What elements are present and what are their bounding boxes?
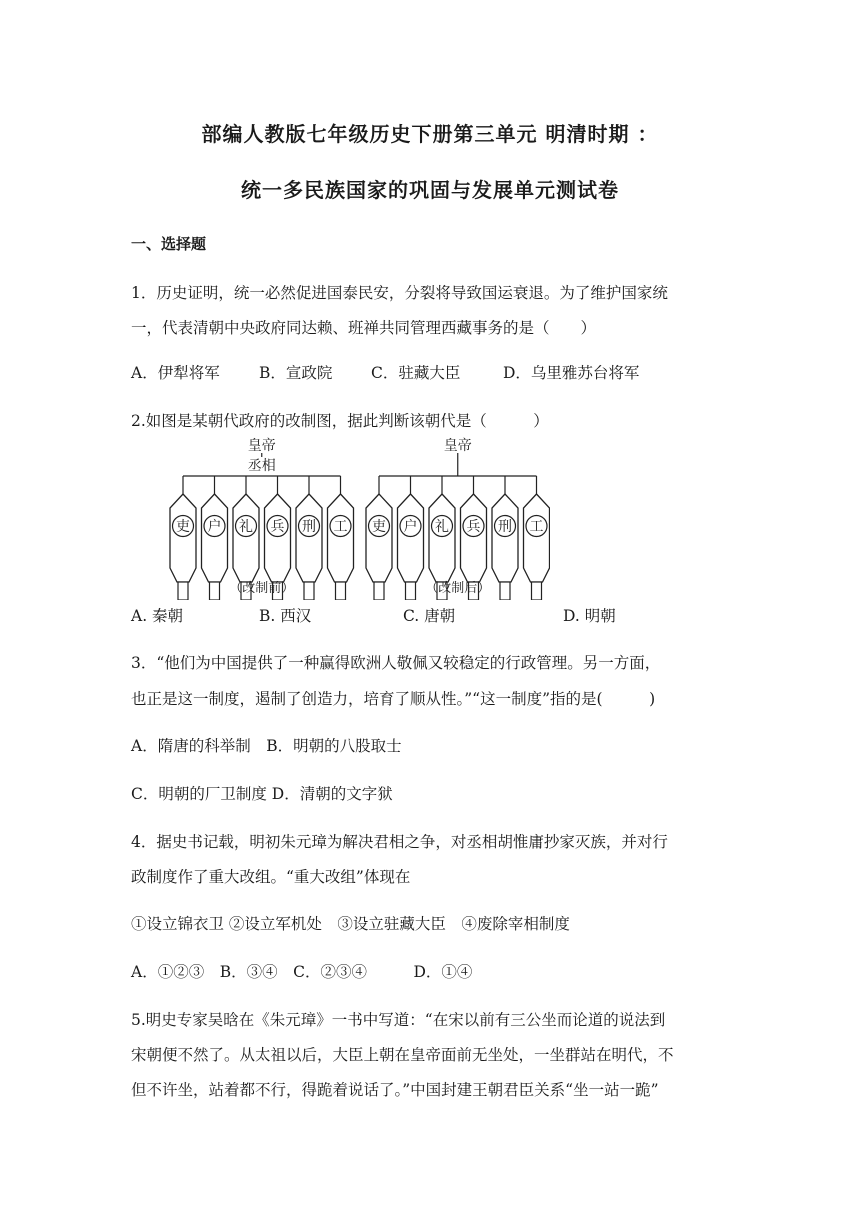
q4-options: A．①②③ B．③④ C．②③④ D．①④ [131,963,473,981]
q1-option-c: C．驻藏大臣 [371,364,461,382]
ministry-label: 兵 [270,519,285,535]
q3-options-line-1: A．隋唐的科举制 B．明朝的八股取士 [131,737,402,755]
q3-options-line-2: C．明朝的厂卫制度 D．清朝的文字狱 [131,785,393,803]
q1-option-a: A．伊犁将军 [131,364,220,382]
q1-options [131,361,741,383]
diagram-caption: （改制后） [425,581,491,596]
ministry-shape [296,494,322,582]
ministry-post [210,582,220,600]
chancellor-label: 丞相 [247,458,276,474]
ministry-shape [265,494,291,582]
q1-option-d: D．乌里雅苏台将军 [503,364,640,382]
title-line-1: 部编人教版七年级历史下册第三单元 明清时期 ： [201,122,659,146]
emperor-label: 皇帝 [443,438,472,454]
q3-text-line-1: 3．“他们为中国提供了一种赢得欧洲人敬佩又较稳定的行政管理。另一方面， [131,654,661,672]
ministry-post [336,582,346,600]
ministry-label: 户 [207,519,222,535]
ministry-post [374,582,384,600]
ministry-label: 刑 [302,519,316,535]
q2-option-a: A. 秦朝 [131,607,184,625]
ministry-label: 吏 [176,519,190,535]
diagram-before-reform [170,437,354,600]
ministry-shape [429,494,455,582]
q2-text: 2.如图是某朝代政府的改制图，据此判断该朝代是（ ） [131,412,549,430]
ministry-label: 工 [333,519,348,535]
q4-text-line-1: 4．据史书记载，明初朱元璋为解决君相之争，对丞相胡惟庸抄家灭族，并对行 [131,833,668,851]
q5-text-line-2: 宋朝便不然了。从太祖以后，大臣上朝在皇帝面前无坐处，一坐群站在明代，不 [131,1046,674,1064]
ministry-shape [233,494,259,582]
ministry-shape [492,494,518,582]
ministry-label: 工 [529,519,544,535]
ministry-shape [202,494,228,582]
diagram-caption: （改制前） [229,581,295,596]
q5-text-line-1: 5.明史专家吴晗在《朱元璋》一书中写道：“在宋以前有三公坐而论道的说法到 [131,1011,666,1029]
q3-text-line-2: 也正是这一制度，遏制了创造力，培育了顺从性。”“这一制度”指的是( ) [131,690,656,708]
q5-text-line-3: 但不许坐，站着都不行，得跪着说话了。”中国封建王朝君臣关系“坐一站一跪” [131,1081,659,1099]
ministry-post [178,582,188,600]
ministry-shape [524,494,550,582]
q2-option-c: C. 唐朝 [403,607,456,625]
ministry-post [304,582,314,600]
ministry-shape [170,494,196,582]
ministry-shape [366,494,392,582]
emperor-label: 皇帝 [247,438,276,454]
ministry-label: 吏 [372,519,386,535]
ministry-post [500,582,510,600]
q2-options [131,604,741,626]
ministry-post [532,582,542,600]
ministry-label: 礼 [239,519,253,535]
ministry-label: 礼 [435,519,449,535]
ministry-shape [398,494,424,582]
reform-diagram [160,436,550,600]
q4-items: ①设立锦衣卫 ②设立军机处 ③设立驻藏大臣 ④废除宰相制度 [131,915,570,933]
diagram-after-reform [366,437,550,600]
title-line-2: 统一多民族国家的巩固与发展单元测试卷 [241,178,619,202]
q2-option-b: B. 西汉 [259,607,312,625]
q1-text-line-1: 1．历史证明，统一必然促进国泰民安，分裂将导致国运衰退。为了维护国家统 [131,284,668,302]
ministry-label: 兵 [466,519,481,535]
ministry-shape [461,494,487,582]
q1-text-line-2: 一，代表清朝中央政府同达赖、班禅共同管理西藏事务的是（ ） [131,319,597,337]
ministry-shape [328,494,354,582]
ministry-label: 刑 [498,519,512,535]
ministry-post [406,582,416,600]
q2-option-d: D. 明朝 [563,607,616,625]
section-heading: 一、选择题 [131,235,207,253]
q4-text-line-2: 政制度作了重大改组。“重大改组”体现在 [131,868,411,886]
ministry-label: 户 [403,519,418,535]
q1-option-b: B．宣政院 [259,364,333,382]
